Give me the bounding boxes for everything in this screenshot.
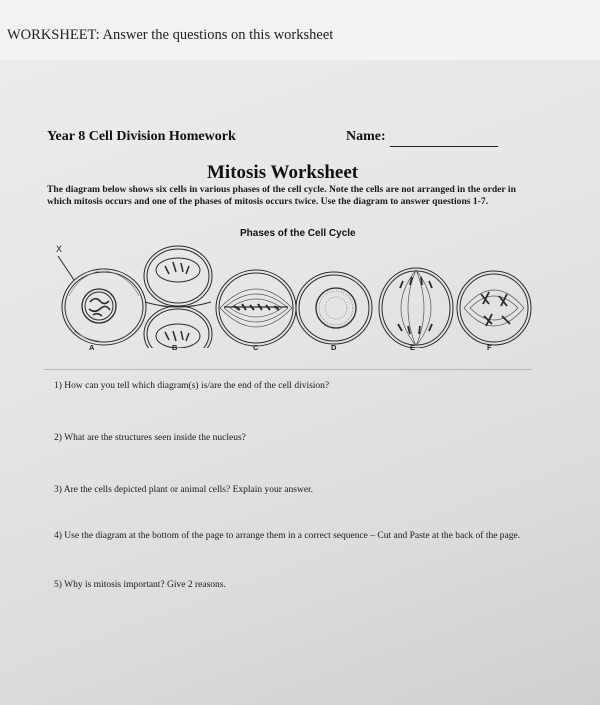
- cell-label-d: D: [331, 343, 337, 352]
- instruction-banner: [0, 0, 600, 60]
- cell-f-drawing: [457, 271, 531, 345]
- cell-b-drawing: [144, 246, 212, 348]
- cell-d-drawing: [296, 272, 372, 344]
- cell-label-e: E: [410, 343, 416, 352]
- cell-label-f: F: [487, 343, 492, 352]
- question-1: 1) How can you tell which diagram(s) is/are the end of the cell division?: [54, 381, 330, 391]
- cell-label-b: B: [172, 343, 178, 352]
- question-3: 3) Are the cells depicted plant or animal cells? Explain your answer.: [54, 485, 314, 495]
- banner-text: WORKSHEET: Answer the questions on this worksheet: [7, 27, 334, 43]
- cell-e-drawing: [379, 268, 453, 348]
- question-4: 4) Use the diagram at the bottom of the page to arrange them in a correct sequence – Cut and Paste at the back of the page.: [54, 531, 521, 541]
- x-label: X: [56, 244, 63, 254]
- intro-paragraph: The diagram below shows six cells in various phases of the cell cycle. Note the cells are not arranged in the order in which mitosis occurs and one of the phases of mitosis occurs twice. Use the diagram to answer questions 1-7.: [47, 184, 516, 207]
- question-5: 5) Why is mitosis important? Give 2 reasons.: [54, 580, 226, 590]
- worksheet-title: Mitosis Worksheet: [207, 162, 359, 183]
- cell-c-drawing: [216, 270, 296, 346]
- cell-cycle-diagram: [44, 228, 534, 370]
- cell-label-c: C: [253, 343, 259, 352]
- diagram-divider: [44, 369, 532, 370]
- worksheet-page: [0, 60, 600, 705]
- question-2: 2) What are the structures seen inside the nucleus?: [54, 433, 246, 443]
- diagram-title: Phases of the Cell Cycle: [240, 228, 356, 239]
- cell-label-a: A: [89, 343, 95, 352]
- cell-a-drawing: [58, 256, 146, 345]
- cells-illustration: [44, 236, 534, 348]
- name-label: Name:: [346, 129, 386, 144]
- name-blank-line: [390, 146, 498, 147]
- course-heading: Year 8 Cell Division Homework: [47, 129, 236, 144]
